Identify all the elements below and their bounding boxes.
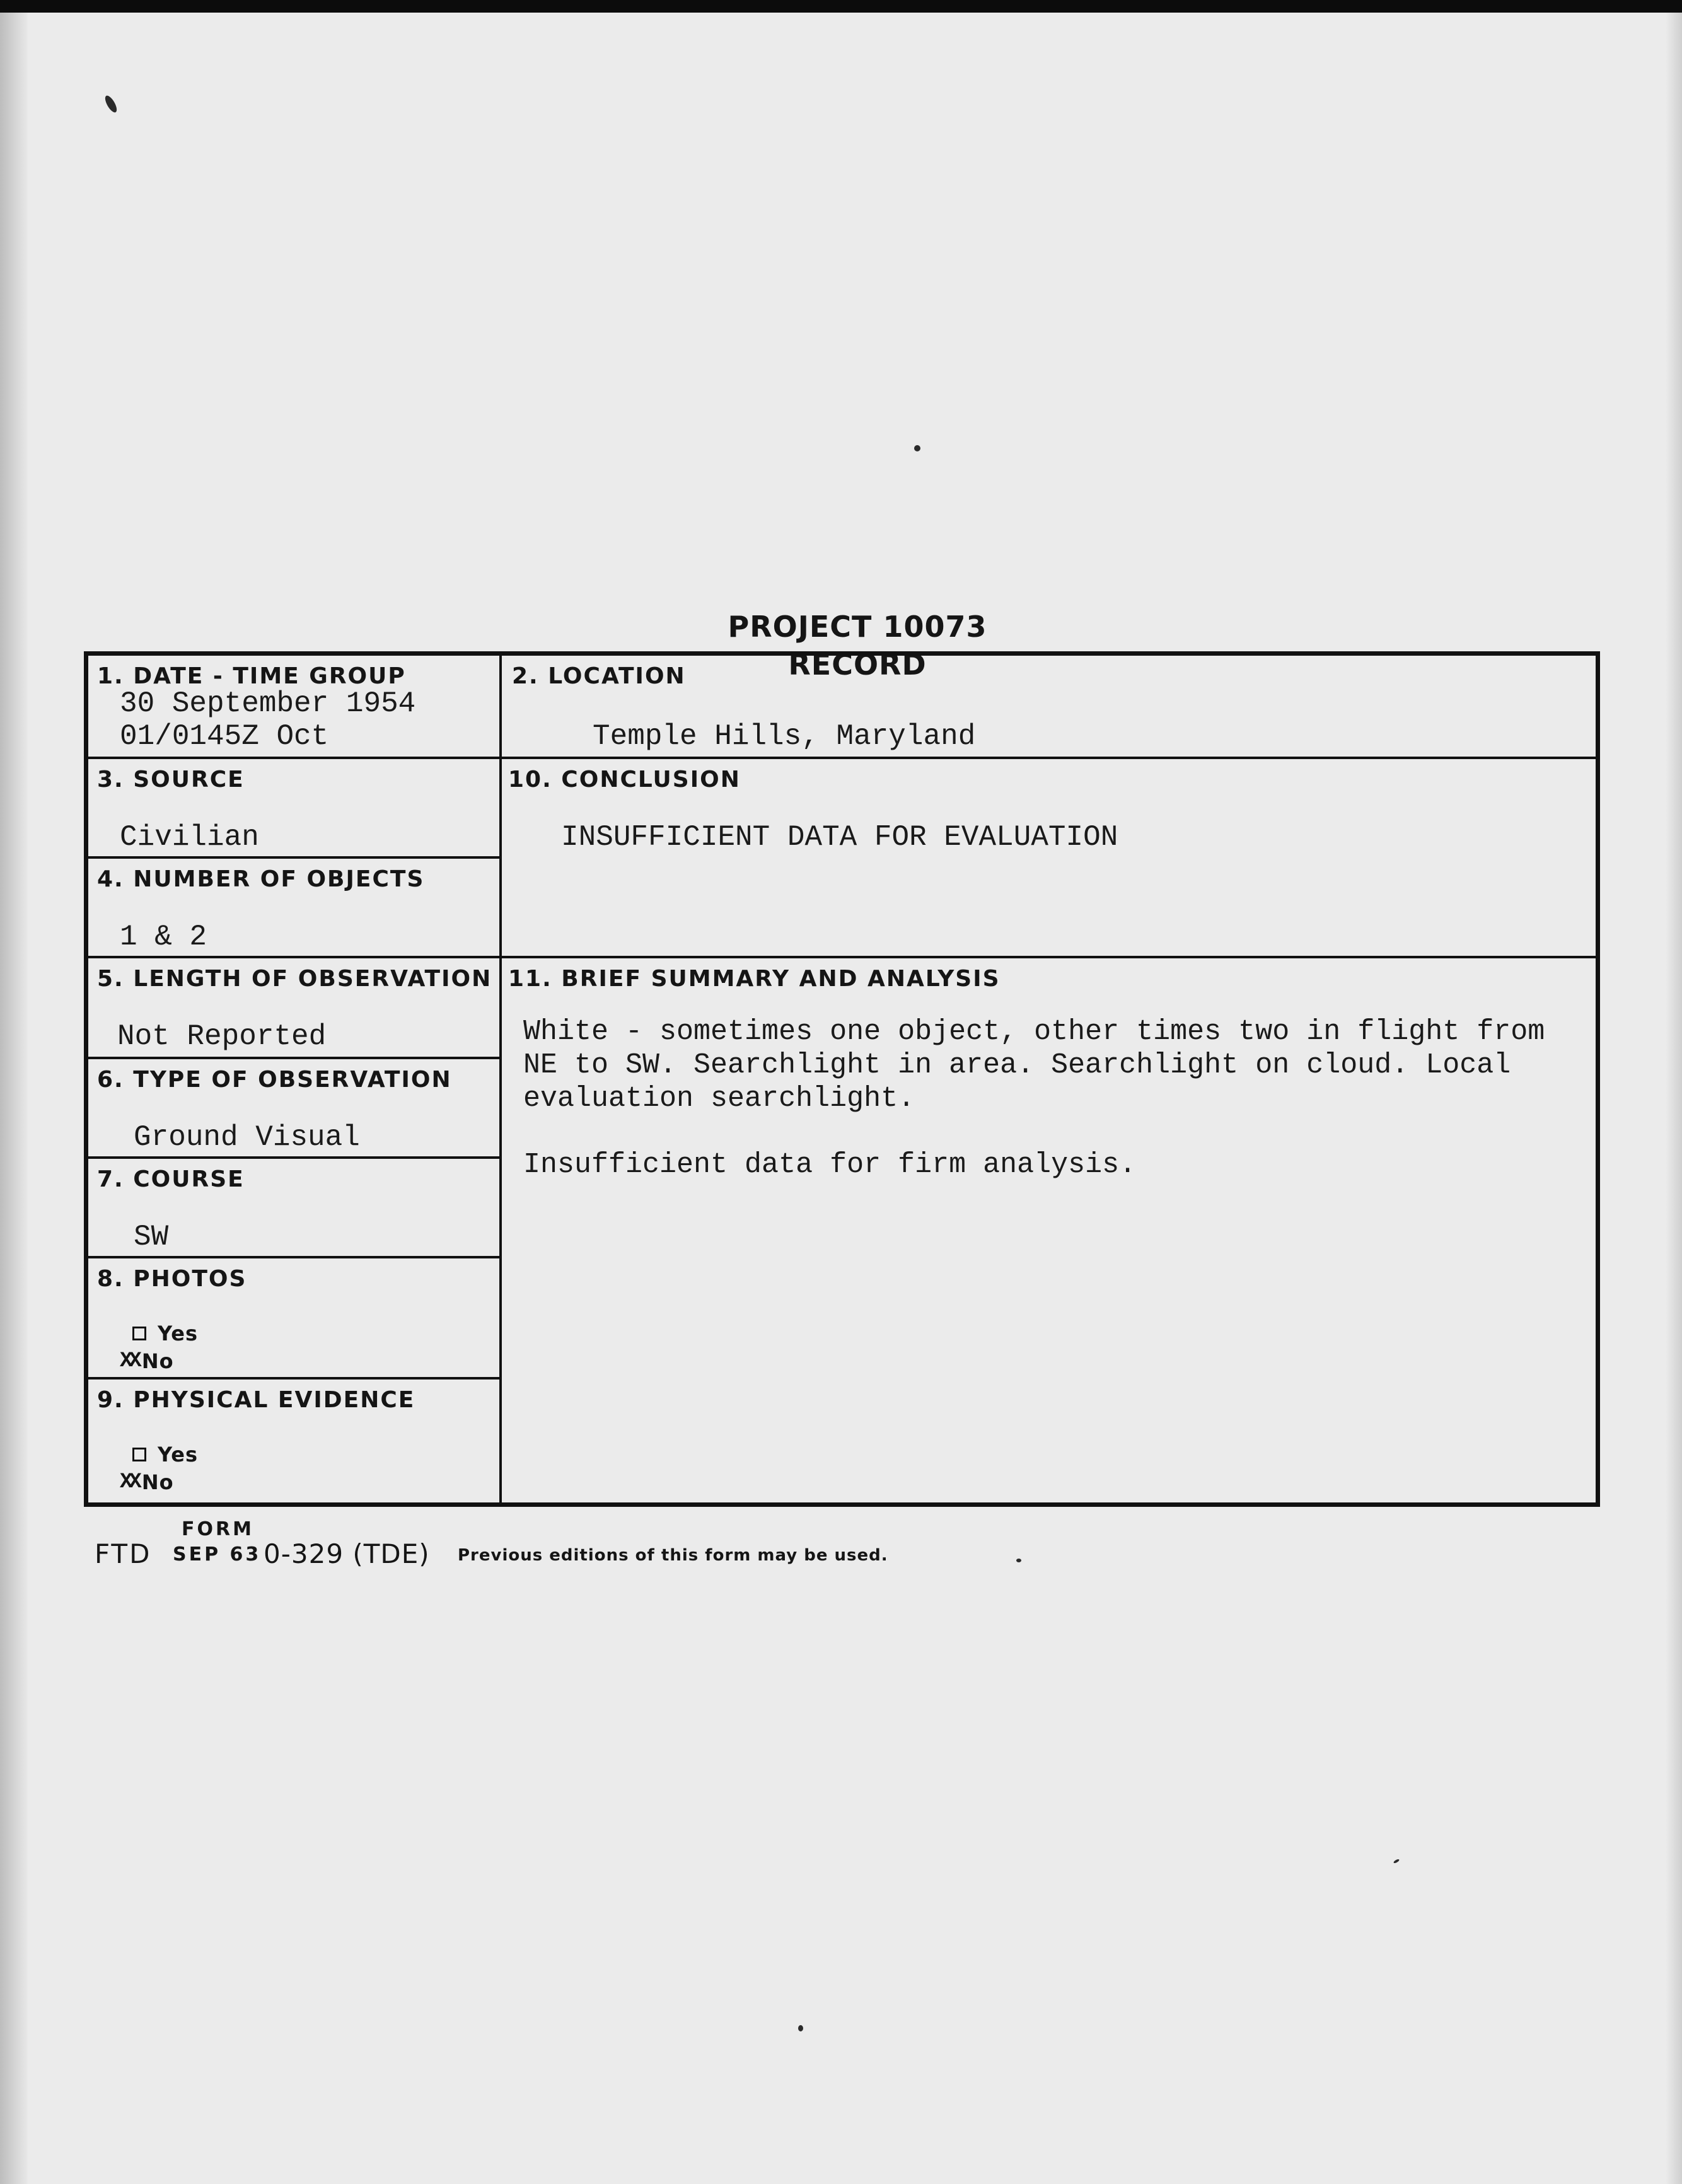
footer-edition-date: SEP 63: [173, 1543, 262, 1565]
length-of-observation-value: Not Reported: [117, 1020, 327, 1053]
row-divider: [88, 1057, 499, 1059]
footer-note: Previous editions of this form may be used.: [458, 1546, 888, 1565]
row-divider: [88, 856, 499, 859]
type-of-observation-value: Ground Visual: [134, 1121, 360, 1154]
photos-no-option[interactable]: [120, 1349, 174, 1373]
scan-speck: [1016, 1559, 1021, 1562]
location-value: Temple Hills, Maryland: [593, 720, 976, 753]
physical-evidence-yes-option[interactable]: [132, 1443, 198, 1467]
scan-right-edge: [1666, 13, 1682, 2184]
form-title: PROJECT 10073 RECORD: [728, 610, 987, 682]
footer-ftd: FTD: [95, 1538, 152, 1569]
location-label: 2. LOCATION: [512, 663, 686, 689]
scan-speck: [103, 94, 119, 114]
footer-form-word: FORM: [182, 1518, 254, 1540]
length-of-observation-label: 5. LENGTH OF OBSERVATION: [97, 966, 492, 992]
photos-no-label: No: [141, 1349, 174, 1373]
row-divider: [88, 956, 1596, 958]
photos-yes-option[interactable]: [132, 1321, 198, 1345]
typed-x-mark-icon: XX: [120, 1470, 138, 1494]
summary-paragraph: Insufficient data for firm analysis.: [523, 1149, 1137, 1181]
number-of-objects-label: 4. NUMBER OF OBJECTS: [97, 866, 425, 892]
scan-top-edge: [0, 0, 1682, 13]
summary-label: 11. BRIEF SUMMARY AND ANALYSIS: [508, 966, 1000, 992]
physical-evidence-label: 9. PHYSICAL EVIDENCE: [97, 1387, 415, 1413]
photos-yes-label: Yes: [158, 1321, 198, 1345]
summary-body: [523, 1015, 1589, 1214]
scan-speck: [798, 2025, 803, 2031]
source-label: 3. SOURCE: [97, 767, 245, 793]
photos-label: 8. PHOTOS: [97, 1266, 247, 1292]
conclusion-label: 10. CONCLUSION: [508, 767, 741, 793]
date-value: 30 September 1954: [120, 687, 416, 720]
time-group-value: 01/0145Z Oct: [120, 720, 329, 753]
scan-left-edge: [0, 13, 28, 2184]
date-time-label: 1. DATE - TIME GROUP: [97, 663, 406, 689]
row-divider: [88, 1377, 499, 1380]
checkbox-empty-icon: [132, 1327, 146, 1340]
scan-speck: [1393, 1859, 1400, 1864]
physical-evidence-no-label: No: [141, 1470, 174, 1494]
type-of-observation-label: 6. TYPE OF OBSERVATION: [97, 1067, 452, 1093]
row-divider: [88, 1156, 499, 1159]
course-label: 7. COURSE: [97, 1166, 245, 1192]
course-value: SW: [134, 1221, 169, 1253]
checkbox-empty-icon: [132, 1448, 146, 1461]
scan-speck: [914, 445, 920, 451]
row-divider: [88, 757, 1596, 759]
typed-x-mark-icon: XX: [120, 1349, 138, 1373]
column-divider: [499, 656, 502, 1502]
conclusion-value: INSUFFICIENT DATA FOR EVALUATION: [561, 821, 1118, 854]
source-value: Civilian: [120, 821, 259, 854]
record-form: [84, 651, 1600, 1507]
number-of-objects-value: 1 & 2: [120, 921, 207, 953]
row-divider: [88, 1256, 499, 1258]
physical-evidence-yes-label: Yes: [158, 1443, 198, 1467]
footer-form-number: 0-329 (TDE): [264, 1538, 430, 1569]
physical-evidence-no-option[interactable]: [120, 1470, 174, 1494]
summary-paragraph: White - sometimes one object, other times two in flight from NE to SW. Searchlight in area. Searchlight on cloud. Local evaluation searchlight.: [523, 1016, 1545, 1115]
